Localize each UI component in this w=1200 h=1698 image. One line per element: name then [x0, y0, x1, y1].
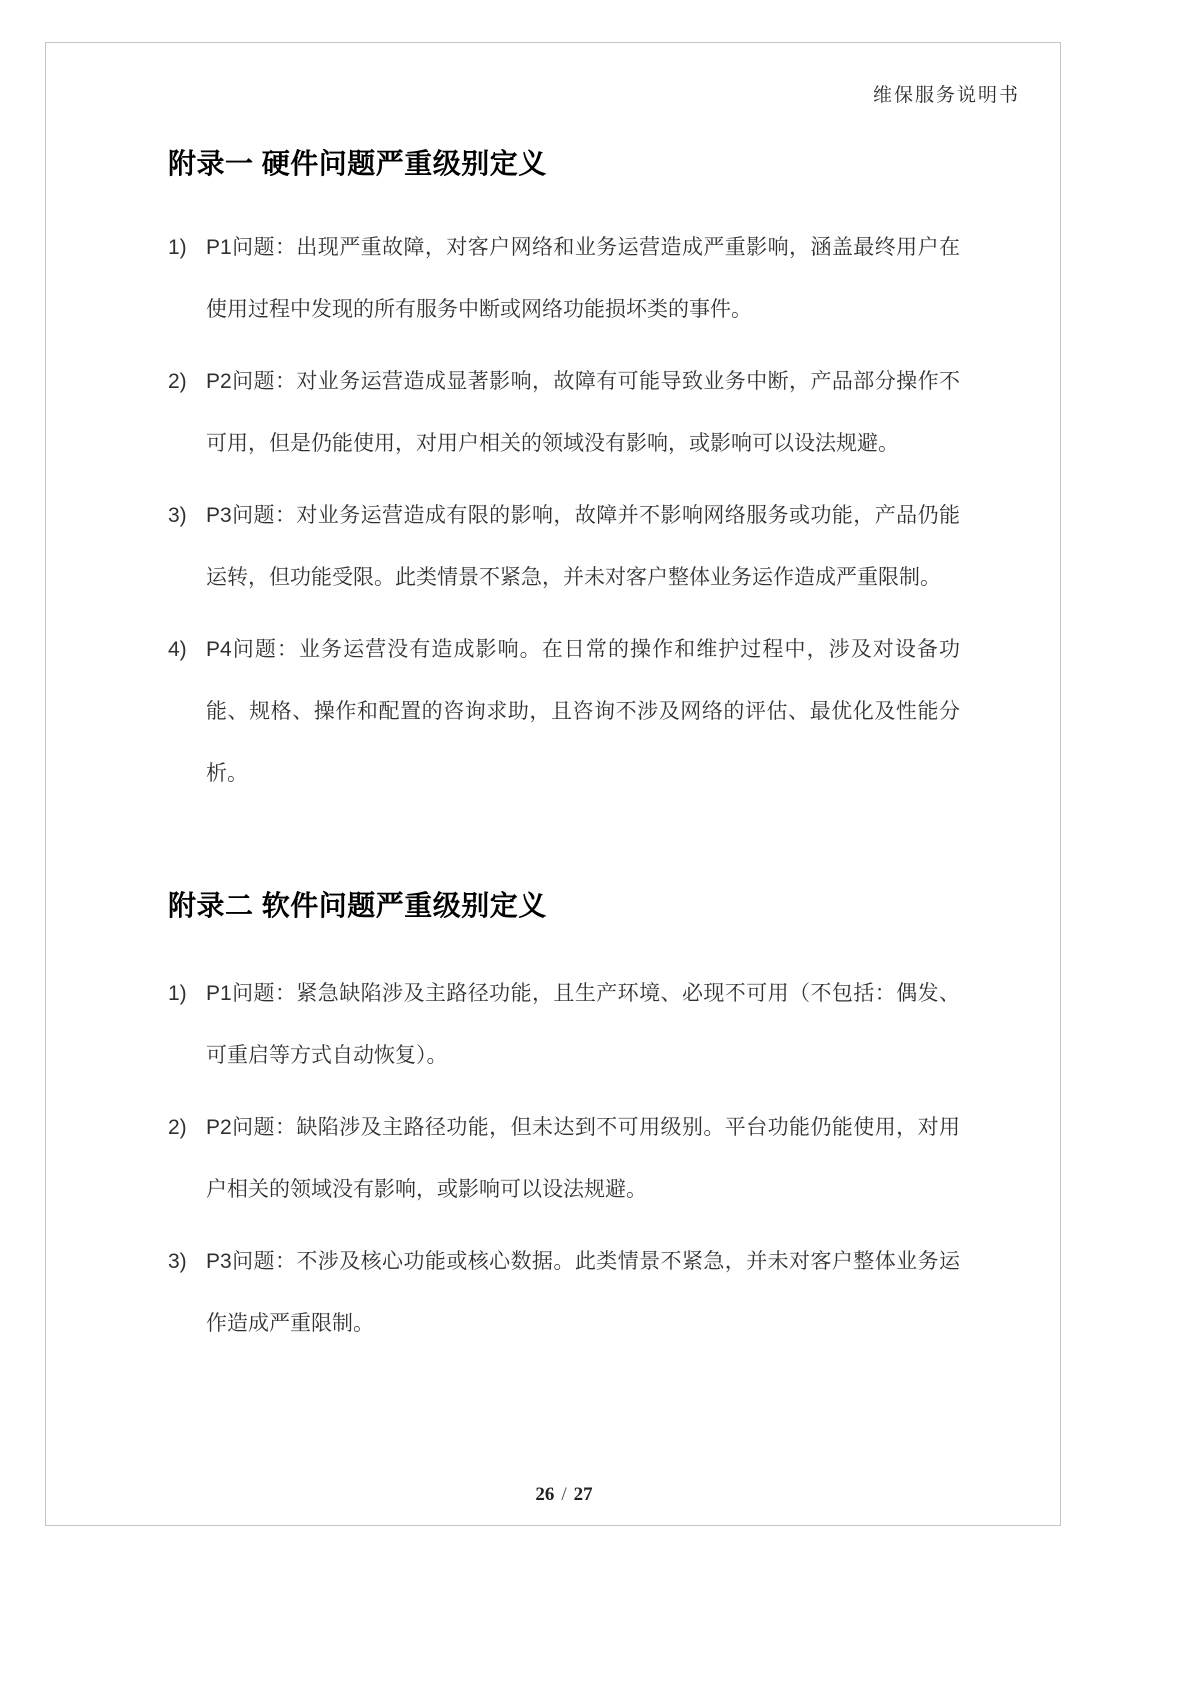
appendix2-heading: 附录二 软件问题严重级别定义	[168, 890, 547, 921]
hardware-severity-list	[168, 217, 960, 815]
list-item-text: P3问题：不涉及核心功能或核心数据。此类情景不紧急，并未对客户整体业务运作造成严重限制。	[206, 1250, 960, 1335]
list-item-text: P1问题：出现严重故障，对客户网络和业务运营造成严重影响，涵盖最终用户在使用过程中发现的所有服务中断或网络功能损坏类的事件。	[206, 236, 960, 321]
software-severity-list	[168, 963, 960, 1365]
list-item-p2-hardware	[168, 351, 960, 475]
list-item-marker: 1)	[168, 982, 187, 1005]
list-item-p1-software	[168, 963, 960, 1087]
document-header-title: 维保服务说明书	[872, 85, 1020, 106]
page-number-current: 26	[535, 1484, 555, 1505]
list-item-text: P2问题：缺陷涉及主路径功能，但未达到不可用级别。平台功能仍能使用，对用户相关的领域没有影响，或影响可以设法规避。	[206, 1116, 960, 1201]
list-item-p4-hardware	[168, 619, 960, 805]
page-number	[168, 1484, 960, 1506]
appendix1-heading: 附录一 硬件问题严重级别定义	[168, 148, 547, 179]
list-item-marker: 2)	[168, 1116, 187, 1139]
list-item-marker: 2)	[168, 370, 187, 393]
list-item-text: P4问题：业务运营没有造成影响。在日常的操作和维护过程中，涉及对设备功能、规格、操作和配置的咨询求助，且咨询不涉及网络的评估、最优化及性能分析。	[206, 638, 960, 785]
list-item-text: P2问题：对业务运营造成显著影响，故障有可能导致业务中断，产品部分操作不可用，但是仍能使用，对用户相关的领域没有影响，或影响可以设法规避。	[206, 370, 960, 455]
list-item-text: P1问题：紧急缺陷涉及主路径功能，且生产环境、必现不可用（不包括：偶发、可重启等方式自动恢复）。	[206, 982, 960, 1067]
list-item-marker: 4)	[168, 638, 187, 661]
list-item-p3-software	[168, 1231, 960, 1355]
list-item-text: P3问题：对业务运营造成有限的影响，故障并不影响网络服务或功能，产品仍能运转，但功能受限。此类情景不紧急，并未对客户整体业务运作造成严重限制。	[206, 504, 960, 589]
list-item-marker: 3)	[168, 1250, 187, 1273]
page-number-total: 27	[573, 1484, 593, 1505]
list-item-marker: 3)	[168, 504, 187, 527]
list-item-p2-software	[168, 1097, 960, 1221]
page-number-separator: /	[561, 1484, 567, 1505]
list-item-p1-hardware	[168, 217, 960, 341]
list-item-p3-hardware	[168, 485, 960, 609]
list-item-marker: 1)	[168, 236, 187, 259]
